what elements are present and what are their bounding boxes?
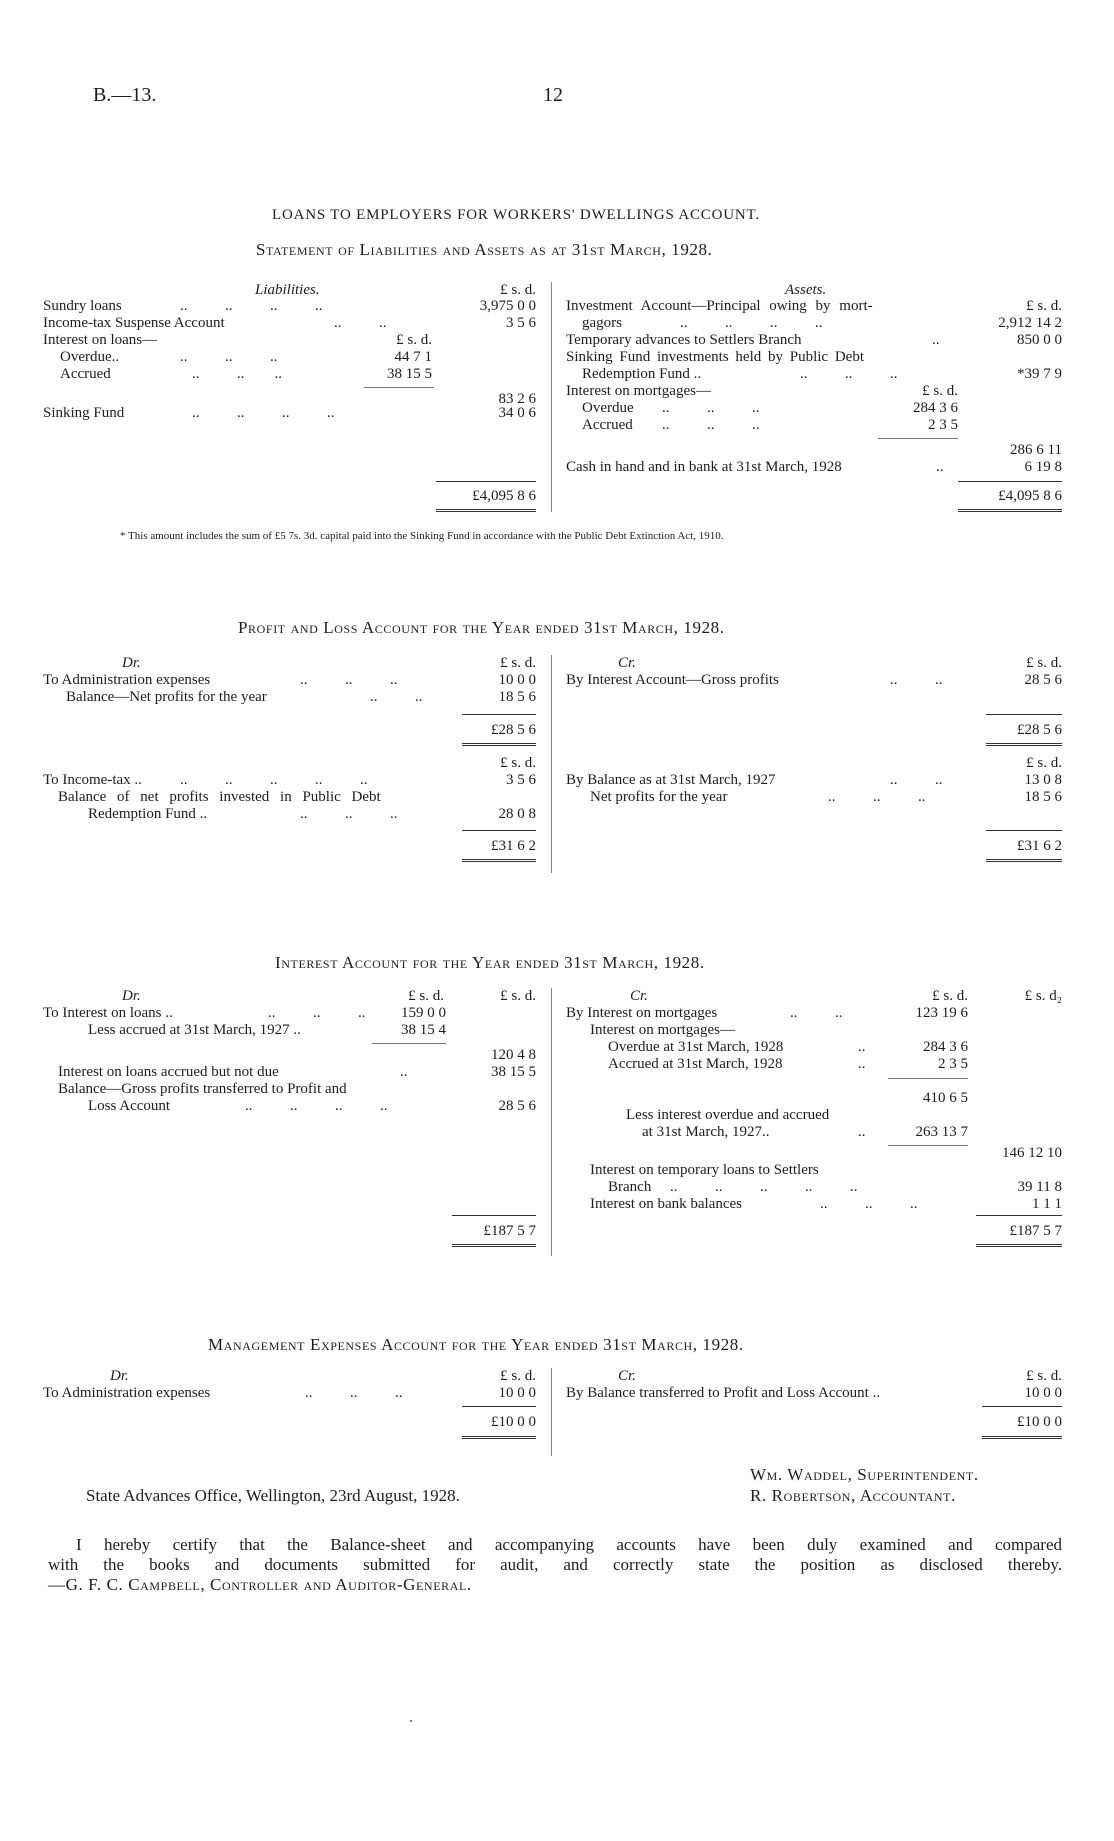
asset-label-continued: gagors [582, 315, 622, 331]
certification-signature: —G. F. C. Campbell, Controller and Auditor-General. [48, 1575, 472, 1594]
currency-header: £ s. d. [1026, 1368, 1062, 1384]
rule [364, 387, 434, 388]
credit-sub-amount: 263 13 7 [915, 1124, 968, 1140]
debit-label: To Interest on loans .. [43, 1005, 173, 1021]
assets-currency-header: £ s. d. [1026, 298, 1062, 314]
rule [986, 830, 1062, 831]
credit-label: Accrued at 31st March, 1928 [608, 1056, 783, 1072]
double-rule [436, 509, 536, 512]
credit-label-continued: at 31st March, 1927.. [642, 1124, 770, 1140]
sub-currency-header: £ s. d. [408, 988, 444, 1004]
credit-label-continued: Branch [608, 1179, 652, 1195]
page-mark [410, 1720, 412, 1722]
asset-label: Accrued [582, 417, 633, 433]
liability-label: Overdue.. [60, 349, 120, 365]
certification-line-2: with the books and documents submitted for audit, and correctly state the position as disclosed thereby. [48, 1555, 1062, 1574]
rule [462, 830, 536, 831]
credit-label: Interest on mortgages— [590, 1022, 735, 1038]
credit-sub-amount: 2 3 5 [938, 1056, 968, 1072]
liability-amount: 3,975 0 0 [479, 298, 536, 314]
asset-amount: 850 0 0 [1017, 332, 1062, 348]
signature-accountant: R. Robertson, Accountant. [750, 1486, 956, 1505]
rule [372, 1043, 446, 1044]
interest-divider [551, 988, 552, 1256]
credit-amount: 18 5 6 [1024, 789, 1062, 805]
debit-label: To Income-tax .. [43, 772, 142, 788]
debit-total: £31 6 2 [491, 838, 536, 854]
credit-total: £10 0 0 [1017, 1414, 1062, 1430]
debit-total: £10 0 0 [491, 1414, 536, 1430]
profit-loss-divider [551, 655, 552, 873]
liability-label: Income-tax Suspense Account [43, 315, 225, 331]
rule [462, 714, 536, 715]
double-rule [958, 509, 1062, 512]
liability-label: Sinking Fund [43, 405, 125, 421]
rule [452, 1215, 536, 1216]
asset-amount: *39 7 9 [1017, 366, 1062, 382]
credit-label: Interest on bank balances [590, 1196, 743, 1212]
asset-label: Temporary advances to Settlers Branch [566, 332, 802, 348]
liabilities-total: £4,095 8 6 [472, 488, 536, 504]
balance-sheet-divider [551, 282, 552, 512]
currency-header: £ s. d. [500, 755, 536, 771]
credit-amount: 28 5 6 [1024, 672, 1062, 688]
double-rule [462, 1436, 536, 1439]
footnote: * This amount includes the sum of £5 7s. 3d. capital paid into the Sinking Fund in accordance with the Public Debt Extinction Act, 1910. [120, 530, 724, 542]
debit-label: Less accrued at 31st March, 1927 .. [88, 1022, 301, 1038]
credit-total: £187 5 7 [1009, 1223, 1062, 1239]
asset-label: Overdue [582, 400, 634, 416]
credit-heading: Cr. [618, 655, 636, 671]
management-title: Management Expenses Account for the Year ended 31st March, 1928. [208, 1335, 744, 1354]
credit-amount: 13 0 8 [1024, 772, 1062, 788]
credit-label: Overdue at 31st March, 1928 [608, 1039, 784, 1055]
credit-label: By Interest Account—Gross profits [566, 672, 779, 688]
rule [982, 1406, 1062, 1407]
liabilities-currency-header: £ s. d. [500, 282, 536, 298]
certification-line-1: I hereby certify that the Balance-sheet and accompanying accounts have been duly examined and compared [76, 1535, 1062, 1554]
liability-label: Interest on loans— [43, 332, 158, 348]
debit-label-continued: Loss Account [88, 1098, 171, 1114]
asset-amount: 286 6 11 [1010, 442, 1062, 458]
currency-header: £ s. d. [500, 988, 536, 1004]
debit-amount: 10 0 0 [498, 1385, 536, 1401]
debit-sub-amount: 38 15 4 [401, 1022, 446, 1038]
debit-label: To Administration expenses [43, 672, 211, 688]
asset-label: Sinking Fund investments held by Public Debt [566, 349, 864, 365]
asset-amount: 2,912 14 2 [998, 315, 1062, 331]
rule [958, 481, 1062, 482]
sub-currency-header: £ s. d. [932, 988, 968, 1004]
debit-amount: 120 4 8 [491, 1047, 536, 1063]
credit-label: By Interest on mortgages [566, 1005, 718, 1021]
double-rule [986, 859, 1062, 862]
liability-sub-currency-header: £ s. d. [396, 332, 432, 348]
liability-sub-amount: 38 15 5 [387, 366, 432, 382]
liability-amount: 83 2 6 [498, 391, 536, 407]
currency-header: £ s. d. [500, 1368, 536, 1384]
credit-label: Interest on temporary loans to Settlers [590, 1162, 819, 1178]
double-rule [452, 1244, 536, 1247]
interest-title: Interest Account for the Year ended 31st March, 1928. [275, 953, 705, 972]
credit-amount: 146 12 10 [1002, 1145, 1062, 1161]
page-number: 12 [543, 84, 563, 106]
currency-header: £ s. d. [1026, 755, 1062, 771]
assets-heading: Assets. [785, 282, 827, 298]
account-title: LOANS TO EMPLOYERS FOR WORKERS' DWELLINGS ACCOUNT. [272, 207, 760, 223]
rule [462, 1406, 536, 1407]
liability-sub-amount: 44 7 1 [394, 349, 432, 365]
rule [986, 714, 1062, 715]
debit-label: Balance of net profits invested in Public Debt [58, 789, 381, 805]
credit-sub-amount: 410 6 5 [923, 1090, 968, 1106]
debit-amount: 18 5 6 [498, 689, 536, 705]
asset-sub-amount: 2 3 5 [928, 417, 958, 433]
double-rule [462, 859, 536, 862]
debit-amount: 28 0 8 [498, 806, 536, 822]
double-rule [986, 743, 1062, 746]
credit-label: Less interest overdue and accrued [626, 1107, 830, 1123]
credit-heading: Cr. [630, 988, 648, 1004]
debit-label: Balance—Gross profits transferred to Profit and [58, 1081, 347, 1097]
asset-sub-currency-header: £ s. d. [922, 383, 958, 399]
asset-amount: 6 19 8 [1024, 459, 1062, 475]
debit-heading: Dr. [122, 988, 141, 1004]
debit-label: Balance—Net profits for the year [66, 689, 267, 705]
rule [888, 1078, 968, 1079]
signature-superintendent: Wm. Waddel, Superintendent. [750, 1465, 979, 1484]
credit-sub-amount: 123 19 6 [915, 1005, 968, 1021]
asset-label: Interest on mortgages— [566, 383, 711, 399]
asset-sub-amount: 284 3 6 [913, 400, 958, 416]
liabilities-heading: Liabilities. [255, 282, 320, 298]
double-rule [462, 743, 536, 746]
credit-label: By Balance transferred to Profit and Loss Account .. [566, 1385, 881, 1401]
credit-heading: Cr. [618, 1368, 636, 1384]
profit-loss-title: Profit and Loss Account for the Year ended 31st March, 1928. [238, 618, 725, 637]
currency-header: £ s. d₂ [1024, 988, 1062, 1004]
credit-label: Net profits for the year [590, 789, 728, 805]
debit-amount: 28 5 6 [498, 1098, 536, 1114]
credit-total: £28 5 6 [1017, 722, 1062, 738]
debit-amount: 10 0 0 [498, 672, 536, 688]
credit-label: By Balance as at 31st March, 1927 [566, 772, 776, 788]
rule [976, 1215, 1062, 1216]
debit-heading: Dr. [110, 1368, 129, 1384]
liability-label: Accrued [60, 366, 111, 382]
credit-total: £31 6 2 [1017, 838, 1062, 854]
asset-label-continued: Redemption Fund .. [582, 366, 702, 382]
double-rule [982, 1436, 1062, 1439]
rule [436, 481, 536, 482]
debit-total: £28 5 6 [491, 722, 536, 738]
debit-label: Interest on loans accrued but not due [58, 1064, 279, 1080]
credit-sub-amount: 284 3 6 [923, 1039, 968, 1055]
asset-label: Cash in hand and in bank at 31st March, 1928 [566, 459, 842, 475]
currency-header: £ s. d. [500, 655, 536, 671]
balance-sheet-title: Statement of Liabilities and Assets as at 31st March, 1928. [256, 240, 713, 259]
liability-label: Sundry loans [43, 298, 122, 314]
debit-sub-amount: 159 0 0 [401, 1005, 446, 1021]
credit-amount: 10 0 0 [1024, 1385, 1062, 1401]
double-rule [976, 1244, 1062, 1247]
office-and-date: State Advances Office, Wellington, 23rd August, 1928. [86, 1486, 460, 1505]
rule [888, 1145, 968, 1146]
currency-header: £ s. d. [1026, 655, 1062, 671]
report-code: B.—13. [93, 84, 157, 106]
debit-heading: Dr. [122, 655, 141, 671]
credit-amount: 39 11 8 [1017, 1179, 1062, 1195]
debit-total: £187 5 7 [483, 1223, 536, 1239]
liability-amount: 3 5 6 [506, 315, 536, 331]
management-divider [551, 1368, 552, 1456]
debit-amount: 3 5 6 [506, 772, 536, 788]
liability-amount: 34 0 6 [498, 405, 536, 421]
debit-amount: 38 15 5 [491, 1064, 536, 1080]
rule [878, 438, 958, 439]
debit-label: To Administration expenses [43, 1385, 211, 1401]
credit-amount: 1 1 1 [1032, 1196, 1062, 1212]
assets-total: £4,095 8 6 [998, 488, 1062, 504]
debit-label-continued: Redemption Fund .. [88, 806, 208, 822]
asset-label: Investment Account—Principal owing by mort- [566, 298, 873, 314]
